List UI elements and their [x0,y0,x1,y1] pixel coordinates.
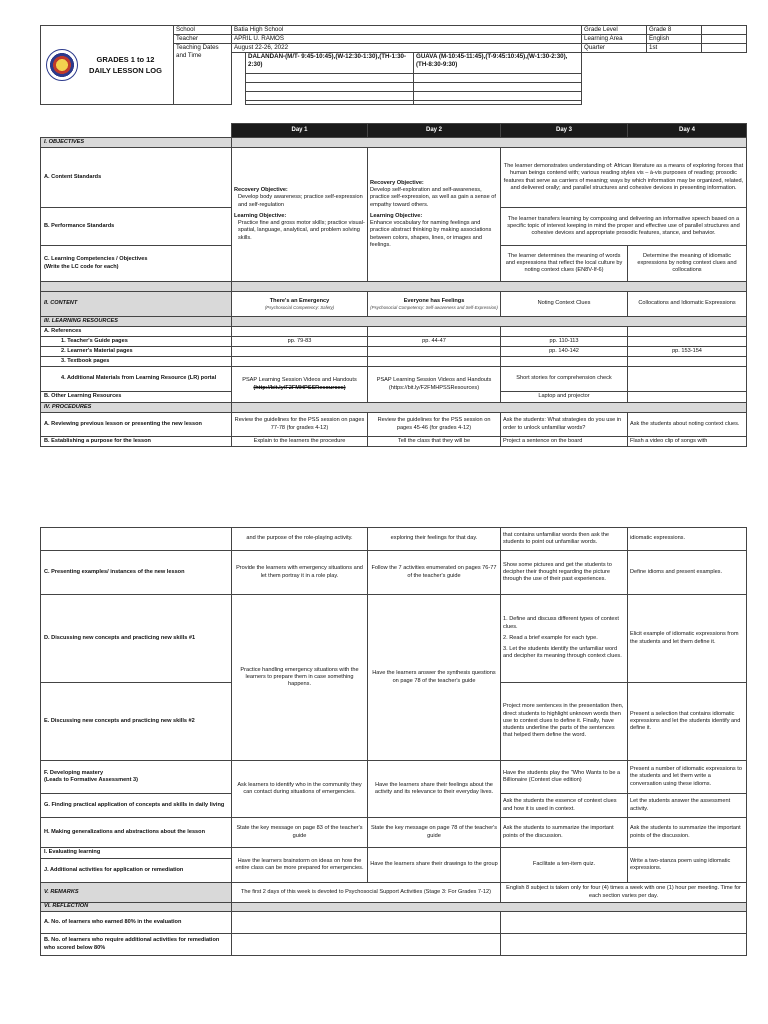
reflection-a-label: A. No. of learners who earned 80% in the evaluation [41,912,232,934]
lr-day1-link[interactable]: (http://bit.ly/F2FMHPSSResources) [253,384,346,391]
day4-competency: Determine the meaning of idiomatic expressions by noting context clues and collocations [628,246,747,282]
title-line2: DAILY LESSON LOG [89,66,162,75]
proc-d-label: D. Discussing new concepts and practicing new skills #1 [41,595,232,683]
proc-ij-day1: Have the learners brainstorm on ideas on how the entire class can be more prepared for emergencies. [232,848,368,883]
day4-content: Collocations and Idiomatic Expressions [628,292,747,317]
lesson-table-page2 [40,527,747,956]
proc-ij-day2: Have the learners share their drawings to the group [368,848,501,883]
proc-h-label: H. Making generalizations and abstractions about the lesson [41,818,232,848]
day2-content [368,292,501,317]
day2-learning-title: Learning Objective: [370,212,423,219]
day1-recovery-text: Develop body awareness; practice self-expression and self-regulation [238,194,363,208]
day3-content: Noting Context Clues [501,292,628,317]
performance-standard-text: The learner transfers learning by composing and delivering an informative speech based on a specific topic of interest keeping in mind the proper and effective use of parallel structures and cohesive devices and appropriate prosodic features, stance, and behavior. [501,208,747,246]
proc-ij-day3: Facilitate a ten-item quiz. [501,848,628,883]
procedures-section: IV. PROCEDURES [41,403,232,413]
lr-day2 [368,367,501,403]
performance-standards-label: B. Performance Standards [41,208,232,246]
proc-j-label: J. Additional activities for application or remediation [41,859,232,883]
school-label: School [174,26,232,35]
proc-h-day1: State the key message on page 83 of the teacher's guide [232,818,368,848]
proc-f-day4: Present a number of idiomatic expressions to the students and let them write a conversation using these idioms. [628,761,747,794]
tg-day3: pp. 110-113 [501,337,628,347]
day1-content-title: There's an Emergency [269,297,330,304]
proc-h-day3: Ask the students to summarize the important points of the discussion. [501,818,628,848]
day2-recovery-title: Recovery Objective: [370,180,424,187]
proc-c-day4: Define idioms and present examples. [628,551,747,595]
other-day3: Laptop and projector [501,392,628,403]
remarks-days34: English 8 subject is taken only for four (4) times a week with one (1) hour per meeting. Time for each section varies per day. [501,883,747,903]
remarks-section: V. REMARKS [41,883,232,903]
day2-recovery-text: Develop self-exploration and self-awareness, practice self-expression, as well as gain a sense of empathy toward others. [370,187,496,208]
content-standards-label: A. Content Standards [41,148,232,208]
proc-a-day1: Review the guidelines for the PSS session on pages 77-78 (for grades 4-12) [232,413,368,437]
area-value: English [647,35,702,44]
dates-label: Teaching Dates and Time [174,44,232,105]
proc-f-day3: Have the students play the "Who Wants to be a Billionaire (Context clue edition) [501,761,628,794]
content-standard-text: The learner demonstrates understanding of: African literature as a means of exploring forces that human beings contend with; various reading styles vis – à-vis purposes of reading; prosodic features that serve as carriers of meaning; ways by which information may be organized, related, and delivered orally; and parallel structures and cohesive devices in presenting information. [501,148,747,208]
proc-d-day3-step1: 1. Define and discuss different types of context clues. [503,616,619,630]
proc-fg-day2: Have the learners share their feelings about the activity and its relevance to their everyday lives. [368,761,501,818]
day4-header: Day 4 [628,124,747,138]
proc-de-day1: Practice handling emergency situations with the learners to prepare them in case something happens. [232,595,368,761]
proc-b2-day4: idiomatic expressions. [628,528,747,551]
proc-b-day2: Tell the class that they will be [368,437,501,447]
competencies-label: C. Learning Competencies / Objectives (Write the LC code for each) [41,246,232,282]
proc-c-day1: Provide the learners with emergency situations and let them portray it in a role play. [232,551,368,595]
lr-day2-link[interactable]: (https://bit.ly/F2FMHPSSResources) [388,384,480,391]
day2-objectives [368,148,501,282]
day3-competency: The learner determines the meaning of words and expressions that reflect the local culture by noting context clues (EN8V-If-6) [501,246,628,282]
proc-b-day3: Project a sentence on the board [501,437,628,447]
resources-section: III. LEARNING RESOURCES [41,317,232,327]
lr-day3: Short stories for comprehension check [501,367,628,392]
tg-day1: pp. 79-83 [232,337,368,347]
proc-h-day4: Ask the students to summarize the important points of the discussion. [628,818,747,848]
quarter-label: Quarter [582,44,647,53]
proc-de-day2: Have the learners answer the synthesis questions on page 78 of the teacher's guide [368,595,501,761]
proc-g-day3: Ask the students the essence of context clues and how it is used in context. [501,794,628,818]
area-label: Learning Area [582,35,647,44]
proc-b2-day1: and the purpose of the role-playing activity. [232,528,368,551]
day2-learning-text: Enhance vocabulary for naming feelings and practice abstract thinking by making associations between colors, shapes, lines, or images and feelings. [370,220,492,248]
school-value: Batia High School [232,26,582,35]
teacher-label: Teacher [174,35,232,44]
teacher-value: APRIL U. RAMOS [232,35,582,44]
proc-b2-day2: exploring their feelings for that day. [368,528,501,551]
content-section: II. CONTENT [41,292,232,317]
proc-e-label: E. Discussing new concepts and practicing new skills #2 [41,683,232,761]
proc-b-label: B. Establishing a purpose for the lesson [41,437,232,447]
proc-e-day4: Present a selection that contains idiomatic expressions and let the students identify and define it. [628,683,747,761]
day3-header: Day 3 [501,124,628,138]
proc-d-day3-step2: 2. Read a brief example for each type. [503,634,598,641]
proc-d-day4: Elicit example of idiomatic expressions from the students and let them define it. [628,595,747,683]
day1-learning-title: Learning Objective: [234,212,287,219]
day1-recovery-title: Recovery Objective: [234,187,288,194]
objectives-section: I. OBJECTIVES [41,138,232,148]
lm-day3: pp. 140-142 [501,347,628,357]
other-resources-label: B. Other Learning Resources [41,392,232,403]
proc-f-label: F. Developing mastery (Leads to Formative Assessment 3) [41,761,232,794]
proc-h-day2: State the key message on page 78 of the teacher's guide [368,818,501,848]
proc-fg-day1: Ask learners to identify who in the community they can contact during situations of emergencies. [232,761,368,818]
proc-a-label: A. Reviewing previous lesson or presenting the new lesson [41,413,232,437]
tg-day2: pp. 44-47 [368,337,501,347]
grade-value: Grade 8 [647,26,702,35]
day1-header: Day 1 [232,124,368,138]
lr-day1 [232,367,368,403]
textbook-pages-label: 3. Textbook pages [41,357,232,367]
reflection-section: VI. REFLECTION [41,903,232,912]
proc-e-day3: Project more sentences in the presentation then, direct students to highlight unknown words then use to context clues to define it. Finally, have students underline the parts of the sentences that helped them define the word. [501,683,628,761]
quarter-value: 1st [647,44,702,53]
day1-content [232,292,368,317]
title-line1: GRADES 1 to 12 [96,55,155,64]
deped-seal-icon [46,49,78,81]
proc-b2-day3: that contains unfamiliar words then ask the students to point out unfamiliar words. [501,528,628,551]
proc-i-label: I. Evaluating learning [41,848,232,859]
reflection-b-label: B. No. of learners who require additional activities for remediation who scored below 80% [41,934,232,956]
proc-a-day4: Ask the students about noting context clues. [628,413,747,437]
proc-a-day3: Ask the students: What strategies do you use in order to unlock unfamiliar words? [501,413,628,437]
section-guava: GUAVA (M-10:45-11:45),(T-9:45:10:45),(W-1:30-2:30),(TH-8:30-9:30) [414,53,582,74]
grade-label: Grade Level [582,26,647,35]
proc-ij-day4: Write a two-stanza poem using idiomatic expressions. [628,848,747,883]
lr-day1-text: PSAP Learning Session Videos and Handouts [242,377,357,384]
references-label: A. References [41,327,232,337]
section-dalandan: DALANDAN-(M/T- 9:45-10:45),(W-12:30-1:30),(TH-1:30-2:30) [246,53,414,74]
header-table [40,25,747,105]
proc-c-day2: Follow the 7 activities enumerated on pages 76-77 of the teacher's guide [368,551,501,595]
proc-d-day3-step3: 3. Let the students identify the unfamiliar word and decipher its meaning through context clues. [503,646,622,660]
proc-c-day3: Show some pictures and get the students to decipher their thought regarding the picture through the use of their past experiences. [501,551,628,595]
proc-g-label: G. Finding practical application of concepts and skills in daily living [41,794,232,818]
proc-d-day3 [501,595,628,683]
day1-learning-text: Practice fine and gross motor skills; practice visual-spatial, language, analytical, and problem solving skills. [238,220,365,241]
tg-pages-label: 1. Teacher's Guide pages [41,337,232,347]
lr-day2-text: PSAP Learning Session Videos and Handouts [376,377,492,384]
day2-header: Day 2 [368,124,501,138]
lm-day4: pp. 153-154 [628,347,747,357]
proc-a-day2: Review the guidelines for the PSS session on pages 45-46 (for grades 4-12) [368,413,501,437]
proc-c-label: C. Presenting examples/ instances of the new lesson [41,551,232,595]
day1-objectives [232,148,368,282]
lr-portal-label: 4. Additional Materials from Learning Resource (LR) portal [41,367,232,392]
lm-pages-label: 2. Learner's Material pages [41,347,232,357]
proc-b-day4: Flash a video clip of songs with [628,437,747,447]
proc-g-day4: Let the students answer the assessment activity. [628,794,747,818]
title-cell [41,26,174,105]
day2-content-title: Everyone has Feelings [403,297,465,304]
lesson-table-page1 [40,123,747,447]
day1-content-sub: (Psychosocial Competency: Safety) [264,305,335,311]
remarks-days12: The first 2 days of this week is devoted to Psychosocial Support Activities (Stage 3: For Grades 7-12) [232,883,501,903]
dates-value: August 22-26, 2022 [232,44,582,53]
day2-content-sub: (Psychosocial Competency: Self-awareness and Self-Expression) [370,305,498,311]
proc-b-day1: Explain to the learners the procedure [232,437,368,447]
